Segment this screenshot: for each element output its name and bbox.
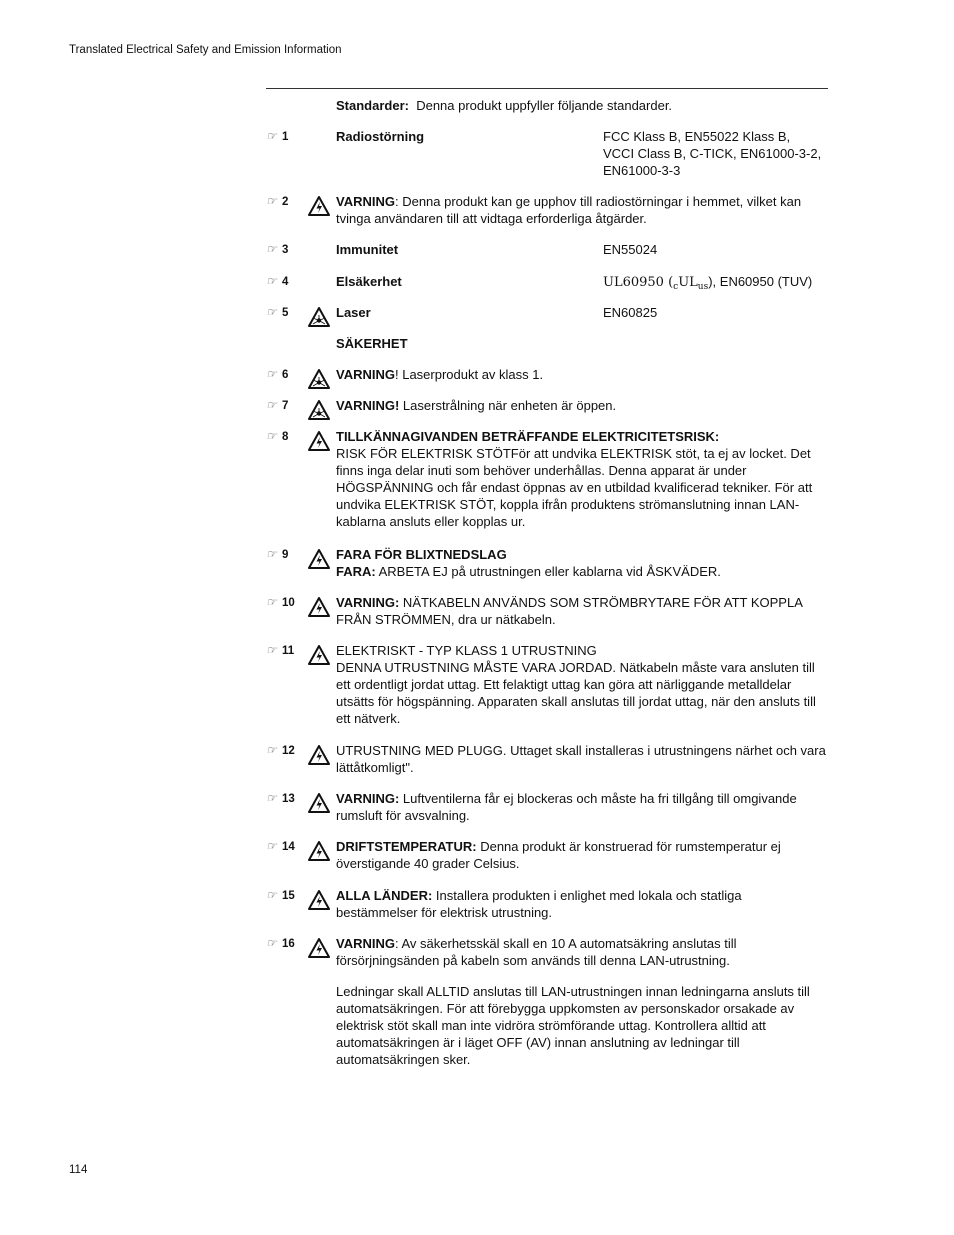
electric-warning-icon [308, 548, 330, 570]
item-bold-2: FARA: [336, 564, 376, 579]
table-top-rule [266, 88, 828, 89]
laser-warning-icon [308, 399, 330, 421]
pointing-hand-icon: ☞ [266, 888, 277, 902]
electric-warning-icon [308, 430, 330, 452]
item-number: 11 [281, 645, 295, 657]
item-number: 13 [281, 793, 295, 805]
pointing-hand-icon: ☞ [266, 305, 277, 319]
electric-warning-icon [308, 937, 330, 959]
pointing-hand-icon: ☞ [266, 791, 277, 805]
item-number: 14 [281, 841, 295, 853]
item-number: 9 [281, 549, 289, 561]
item-number: 8 [281, 431, 289, 443]
item-number: 2 [281, 196, 289, 208]
standards-label: Standarder: [336, 98, 409, 113]
pointing-hand-icon: ☞ [266, 194, 277, 208]
pointing-hand-icon: ☞ [266, 429, 277, 443]
pointing-hand-icon: ☞ [266, 274, 277, 288]
electric-warning-icon [308, 596, 330, 618]
page-number: 114 [69, 1164, 88, 1176]
pointing-hand-icon: ☞ [266, 839, 277, 853]
item-bold: VARNING [336, 936, 395, 951]
item-text: Laserstrålning när enheten är öppen. [399, 398, 617, 413]
item-number: 5 [281, 307, 289, 319]
item-number: 3 [281, 244, 289, 256]
item-bold: VARNING [336, 367, 395, 382]
item-line1: ELEKTRISKT - TYP KLASS 1 UTRUSTNING [336, 643, 597, 658]
running-header: Translated Electrical Safety and Emission Information [69, 44, 342, 56]
item-label: Laser [336, 305, 371, 320]
item-value-line: FCC Klass B, EN55022 Klass B, [603, 129, 791, 144]
item-bold: VARNING! [336, 398, 400, 413]
item-label: Radiostörning [336, 129, 425, 144]
pointing-hand-icon: ☞ [266, 398, 277, 412]
item-paragraph-2: Ledningar skall ALLTID anslutas till LAN-utrustningen innan ledningarna ansluts till automatsäkringen. För att förebygga uppkomsten av personskador orsakade av elektrisk stöt skall man inte vidröra strömförande uttag. Kontrollera alltid att automatsäkringen är i läget OFF (AV) innan anslutning av ledningar till automatsäkringen sker. [336, 984, 810, 1067]
item-number: 15 [281, 890, 295, 902]
pointing-hand-icon: ☞ [266, 743, 277, 757]
item-text: ARBETA EJ på utrustningen eller kablarna vid ÅSKVÄDER. [375, 564, 721, 579]
electric-warning-icon [308, 195, 330, 217]
electric-warning-icon [308, 744, 330, 766]
electric-warning-icon [308, 792, 330, 814]
item-text: DENNA UTRUSTNING MÅSTE VARA JORDAD. Nätkabeln måste vara ansluten till ett ordentligt jordat uttag. Ett felaktigt uttag kan göra att närliggande metalldelar utsätts för högspänning. Apparaten skall anslutas till jordat uttag, när den ansluts till ett nätverk. [336, 660, 816, 726]
item-value-line: VCCI Class B, C-TICK, EN61000-3-2, [603, 146, 822, 161]
item-text: : Av säkerhetsskäl skall en 10 A automatsäkring anslutas till försörjningsänden på kabeln som används till denna LAN-utrustning. [336, 936, 737, 968]
item-bold: ALLA LÄNDER: [336, 888, 433, 903]
item-text: Luftventilerna får ej blockeras och måste ha fri tillgång till omgivande rumsluft för avsvalning. [336, 791, 797, 823]
pointing-hand-icon: ☞ [266, 242, 277, 256]
pointing-hand-icon: ☞ [266, 129, 277, 143]
item-value: UL60950 $(_cUL_{us})$, EN60950 (TUV) [603, 274, 813, 292]
laser-warning-icon [308, 368, 330, 390]
electric-warning-icon [308, 840, 330, 862]
item-number: 6 [281, 369, 289, 381]
electric-warning-icon [308, 889, 330, 911]
laser-warning-icon [308, 306, 330, 328]
item-value: EN60825 [603, 305, 658, 320]
section-heading: SÄKERHET [336, 336, 408, 351]
item-bold: DRIFTSTEMPERATUR: [336, 839, 477, 854]
item-number: 1 [281, 131, 289, 143]
item-number: 7 [281, 400, 289, 412]
item-bold: VARNING: [336, 595, 400, 610]
item-text: UTRUSTNING MED PLUGG. Uttaget skall installeras i utrustningens närhet och vara lättåtkomligt". [336, 743, 826, 775]
item-bold: TILLKÄNNAGIVANDEN BETRÄFFANDE ELEKTRICITETSRISK: [336, 429, 720, 444]
item-text: : Denna produkt kan ge upphov till radiostörningar i hemmet, vilket kan tvinga användaren till att vidtaga erforderliga åtgärder. [336, 194, 802, 226]
item-value-line: EN61000-3-3 [603, 163, 681, 178]
item-label: Elsäkerhet [336, 274, 402, 289]
item-text: RISK FÖR ELEKTRISK STÖTFör att undvika ELEKTRISK stöt, ta ej av locket. Det finns inga delar inuti som behöver underhållas. Denna apparat är under HÖGSPÄNNING och får endast öppnas av en utbildad kvalificerad tekniker. För att undvika ELEKTRISK STÖT, koppla ifrån produktens strömanslutning innan LAN-kablarna ansluts eller kopplas ur. [336, 446, 813, 529]
item-number: 12 [281, 745, 295, 757]
item-text: Installera produkten i enlighet med lokala och statliga bestämmelser för elektrisk utrustning. [336, 888, 742, 920]
item-label: Immunitet [336, 242, 399, 257]
pointing-hand-icon: ☞ [266, 643, 277, 657]
item-bold: VARNING: [336, 791, 400, 806]
pointing-hand-icon: ☞ [266, 936, 277, 950]
pointing-hand-icon: ☞ [266, 595, 277, 609]
item-number: 16 [281, 938, 295, 950]
item-text: NÄTKABELN ANVÄNDS SOM STRÖMBRYTARE FÖR ATT KOPPLA FRÅN STRÖMMEN, dra ur nätkabeln. [336, 595, 803, 627]
item-number: 4 [281, 276, 289, 288]
electric-warning-icon [308, 644, 330, 666]
pointing-hand-icon: ☞ [266, 367, 277, 381]
item-text: Denna produkt är konstruerad för rumstemperatur ej överstigande 40 grader Celsius. [336, 839, 781, 871]
item-text: ! Laserprodukt av klass 1. [394, 367, 544, 382]
item-value: EN55024 [603, 242, 658, 257]
item-bold: VARNING [336, 194, 395, 209]
standards-text: Denna produkt uppfyller följande standarder. [416, 98, 673, 113]
item-number: 10 [281, 597, 295, 609]
pointing-hand-icon: ☞ [266, 547, 277, 561]
item-bold: FARA FÖR BLIXTNEDSLAG [336, 547, 507, 562]
